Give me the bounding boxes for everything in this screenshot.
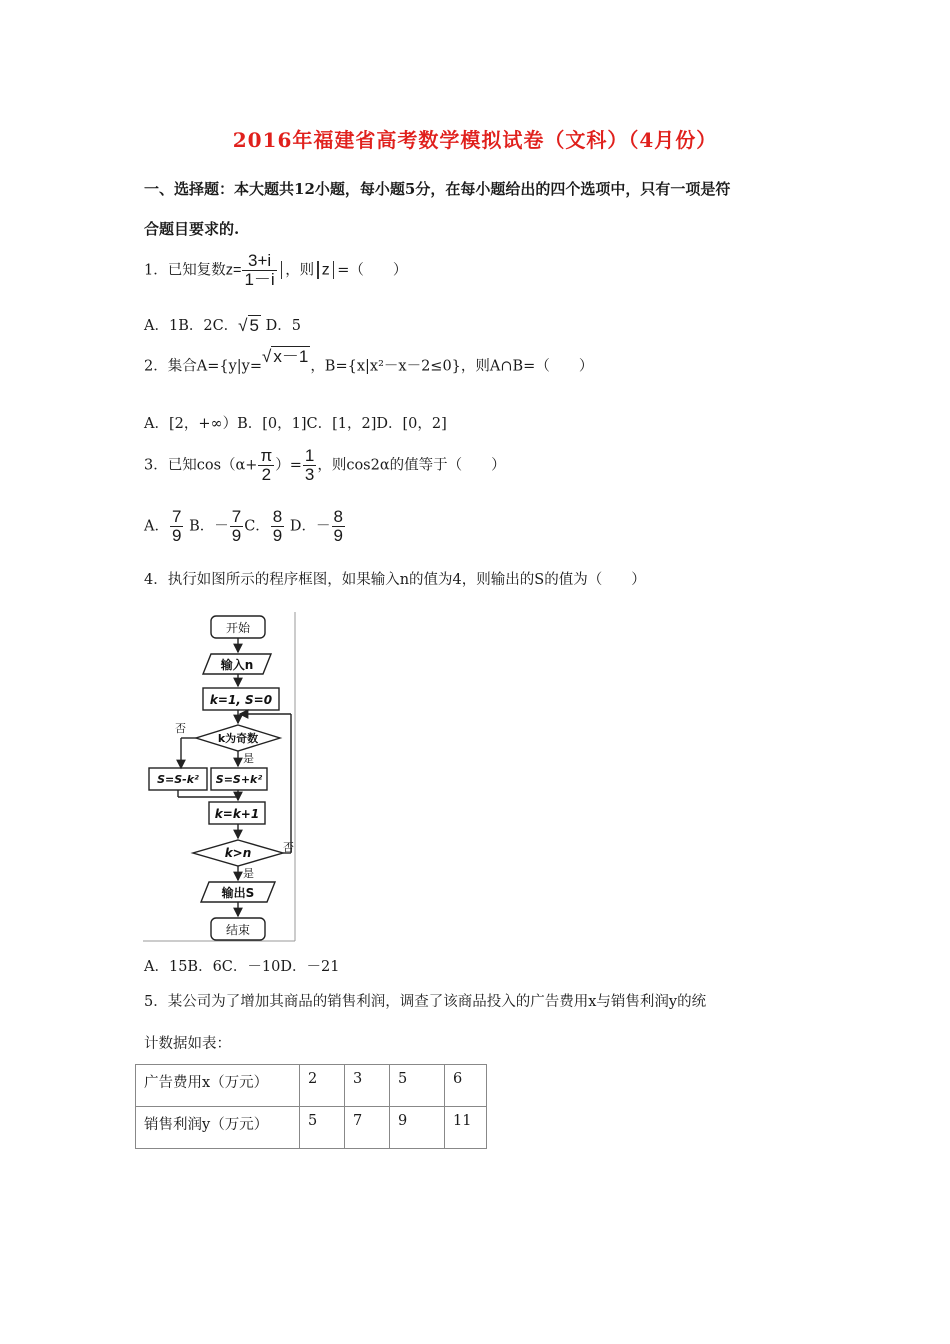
q3-d-den: 9	[333, 525, 343, 545]
q3-b-num: 7	[231, 507, 242, 526]
q2-options: A．[2，+∞）B．[0，1]C．[1，2]D．[0，2]	[144, 416, 447, 432]
flow-right-label: S=S+k²	[215, 773, 263, 786]
q1-abs-left	[317, 261, 319, 279]
q3-b-den: 9	[231, 525, 242, 545]
q3-den2: 3	[304, 464, 315, 484]
table-row	[136, 1107, 487, 1149]
q2-sqrt: √ x－1	[262, 347, 309, 366]
table-row	[136, 1065, 487, 1107]
q3-num1: π	[260, 446, 273, 465]
q1-suffix: =（ ）	[337, 262, 408, 279]
flow-yes2-label: 是	[243, 867, 254, 880]
flow-no2-label: 否	[283, 841, 294, 854]
table-cell: 7	[345, 1107, 390, 1149]
flow-end-label: 结束	[225, 923, 251, 937]
table-cell: 销售利润y（万元）	[136, 1107, 300, 1149]
page-title: 2016年福建省高考数学模拟试卷（文科）（4月份）	[232, 128, 718, 152]
q3-option-c-frac	[271, 508, 284, 545]
q3-num2: 1	[304, 446, 315, 465]
q3-option-b-frac	[230, 508, 243, 545]
q3-a-den: 9	[171, 525, 182, 545]
q2-prefix: 2．集合A={y|y=	[144, 358, 262, 375]
table-cell: 广告费用x（万元）	[136, 1065, 300, 1107]
flow-no1-label: 否	[175, 722, 186, 735]
q1-abs-right	[333, 261, 335, 279]
flow-cond1-label: k为奇数	[217, 732, 259, 745]
question-5-line1: 5．某公司为了增加其商品的销售利润，调查了该商品投入的广告费用x与销售利润y的统	[144, 994, 707, 1010]
question-1	[144, 252, 407, 289]
q1-sqrt-value: 5	[249, 316, 259, 335]
flow-input-label: 输入n	[220, 658, 254, 672]
q3-fraction-2	[303, 447, 316, 484]
q1-abs-z: z	[321, 261, 330, 279]
q3-option-b-label: B．－	[189, 518, 229, 535]
q1-options-b: D．5	[265, 318, 301, 334]
q1-sqrt: √ 5	[238, 316, 259, 335]
q3-suffix: ，则cos2α的值等于（ ）	[317, 457, 506, 474]
q2-suffix: ，B={x|x²－x－2≤0}，则A∩B=（ ）	[310, 358, 594, 375]
q2-sqrt-expr: x－1	[273, 347, 309, 366]
q1-prefix: 1．已知复数	[144, 262, 226, 279]
table-cell: 11	[445, 1107, 487, 1149]
q3-option-d-frac	[332, 508, 345, 545]
question-3	[144, 447, 506, 484]
q3-fraction-1	[258, 447, 274, 484]
flow-cond2-label: k>n	[224, 846, 252, 860]
table-cell: 3	[345, 1065, 390, 1107]
table-cell: 2	[300, 1065, 345, 1107]
q3-option-a-label: A．	[144, 518, 169, 535]
q1-bar	[281, 261, 283, 279]
q1-mid: ，则	[285, 262, 315, 279]
q1-options	[144, 314, 301, 336]
q3-option-a-frac	[170, 508, 183, 545]
q1-z: z=	[225, 262, 242, 279]
flowchart	[143, 610, 298, 943]
q3-a-num: 7	[171, 507, 182, 526]
table-cell: 5	[390, 1065, 445, 1107]
q3-d-num: 8	[333, 507, 343, 526]
q3-den1: 2	[258, 465, 274, 484]
flow-start-label: 开始	[225, 621, 251, 635]
flow-yes1-label: 是	[243, 752, 254, 765]
flow-output-label: 输出S	[221, 886, 255, 900]
q3-options	[144, 508, 346, 545]
q1-fraction	[242, 252, 276, 289]
question-5-line2: 计数据如表：	[144, 1036, 231, 1052]
data-table	[135, 1064, 487, 1149]
q3-prefix: 3．已知cos（α+	[144, 457, 258, 474]
table-cell: 9	[390, 1107, 445, 1149]
flow-init-label: k=1, S=0	[209, 693, 273, 707]
table-cell: 6	[445, 1065, 487, 1107]
table-cell: 5	[300, 1107, 345, 1149]
q4-options: A．15B．6C．－10D．－21	[144, 959, 340, 975]
q3-c-den: 9	[272, 525, 283, 545]
q3-option-d-label: D．－	[289, 518, 331, 535]
question-4: 4．执行如图所示的程序框图，如果输入n的值为4，则输出的S的值为（ ）	[144, 572, 646, 588]
q1-denominator: 1－i	[244, 269, 275, 289]
section-heading-line2: 合题目要求的.	[144, 220, 240, 238]
section-heading-line1: 一、选择题：本大题共12小题，每小题5分，在每小题给出的四个选项中，只有一项是符	[144, 180, 731, 198]
question-2	[144, 347, 594, 379]
q1-options-a: A．1B．2C．	[144, 318, 239, 334]
flow-inc-label: k=k+1	[214, 807, 260, 821]
q3-c-num: 8	[272, 507, 283, 526]
q3-option-c-label: C．	[244, 518, 270, 535]
q3-mid: ）=	[275, 457, 302, 474]
q1-numerator: 3+i	[247, 251, 272, 270]
flow-left-label: S=S-k²	[157, 773, 199, 786]
